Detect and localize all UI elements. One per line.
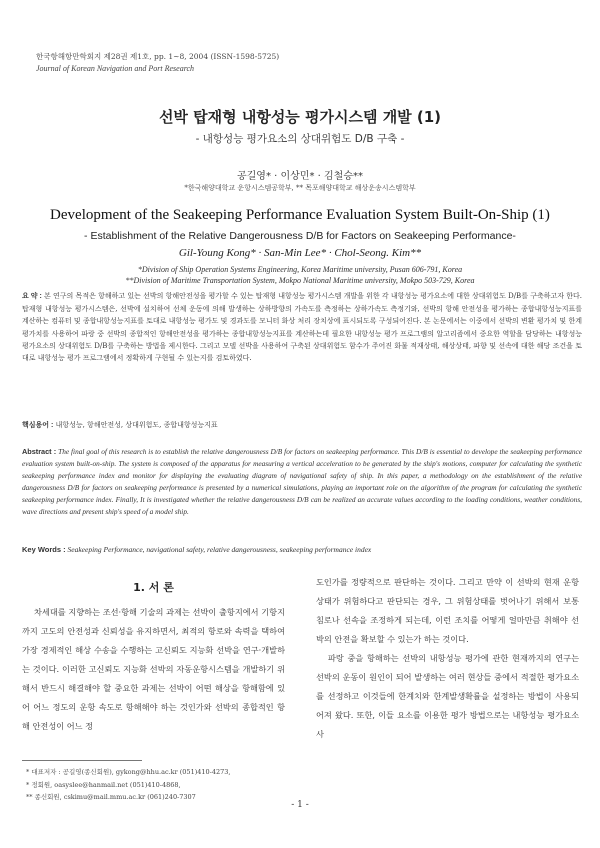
section-1-paragraph-1: 차세대를 지향하는 조선·항해 기술의 과제는 선박이 출항지에서 기항지까지 고도의 안전성과 신뢰성을 유지하면서, 최적의 항로와 속력을 택하여 가장 경제적인 해상 수송을 수행하는 고신뢰도 지능화 선박을 연구·개발하는 것이다. 이러한 고신뢰도 지능화 선박의 자동운항시스템을 개발하기 위해서 반드시 해결해야 할 중요한 과제는 선박이 어떤 해상을 항해함에 있어 어느 정도의 운항 속도로 항해해야 하는 것인가와 선박의 종합적인 항해 안전성이 어느 정 (22, 607, 285, 731)
korean-authors: 공길영* · 이상민* · 김철승** (236, 171, 363, 182)
footnote-2: * 정회원, oasyslee@hanmail.net (051)410-4868, (26, 780, 181, 789)
english-abstract (22, 446, 582, 518)
journal-english-name: Journal of Korean Navigation and Port Research (36, 64, 195, 73)
korean-keywords-text: 내항성능, 항해안전성, 상대위험도, 종합내항성능지표 (55, 421, 218, 429)
section-1-paragraph-2: 파랑 중을 항해하는 선박의 내항성능 평가에 관한 현재까지의 연구는 선박의 운동이 원인이 되어 발생하는 여러 현상들 중에서 적절한 평가요소를 선정하고 이것들에 한계치와 한계발생확률을 설정하는 방법이 사용되어져 왔다. 또한, 이들 요소를 이용한 평가 방법으로는 내항성능 평가요소 사 (316, 653, 579, 739)
korean-abstract-text: 본 연구의 목적은 항해하고 있는 선박의 항해안전성을 평가할 수 있는 탑재형 내항성능 평가시스템 개발을 위한 각 내항성능 평가요소에 대한 상대위험도 D/B를 구축하고자 한다. 탑재형 내항성능 평가시스템은, 선박에 설치하여 선체 운동에 의해 발생하는 상하방향의 가속도를 측정하는 상하가속도 측정기와, 선박의 항해 안전성을 평가하는 종합내항성능지표를 계산하는 컴퓨터 및 종합내항성능지표를 토대로 내항성능 평가도 및 경과도를 모니터 화상 처리 장치상에 표시되도록 구성되어진다. 본 논문에서는 이중에서 선박의 변환 평가치 및 한계 평가치를 사용하여 파랑 중 선박의 종합적인 항해안전성을 평가하는 종합내항성능지표를 계산하는데 필요한 내항성능 평가 프로그램의 알고리즘에서 중요한 역할을 담당하는 내항성능 평가요소의 상대위험도 D/B를 구축하는 방법을 제시한다. 그리고 모델 선박을 사용하여 구축된 상대위험도 함수가 주어진 화물 적재상태, 해상상태, 파향 및 선속에 대한 해당 조건을 토대로 내항성능 평가 프로그램에서 정확하게 구현될 수 있는지를 검토하였다. (22, 292, 582, 363)
english-authors: Gil-Young Kong* · San-Min Lee* · Chol-Seong. Kim** (178, 247, 422, 259)
page-number: - 1 - (291, 800, 309, 810)
english-abstract-label: Abstract : (22, 447, 57, 456)
korean-abstract (22, 290, 582, 364)
section-1-paragraph-1-cont: 도인가를 정량적으로 판단하는 것이다. 그리고 만약 이 선박의 현재 운항 상태가 위험하다고 판단되는 경우, 그 위험상태를 벗어나기 위해서 보통 침로나 선속을 조정하게 되는데, 이런 조치를 어떻게 얼마만큼 취해야 선박의 안전을 확보할 수 있는가 하는 것이다. (316, 577, 579, 644)
english-subtitle: - Establishment of the Relative Dangerousness D/B for Factors on Seakeeping Performance- (84, 230, 516, 242)
korean-abstract-label: 요 약 : (22, 293, 42, 300)
section-1-heading: 1. 서 론 (133, 581, 174, 594)
footnote-3: ** 종신회원, cskimu@mail.mmu.ac.kr (061)240-7307 (26, 793, 196, 801)
body-left-column (22, 573, 285, 736)
korean-affiliation: *한국해양대학교 운항시스템공학부, ** 목포해양대학교 해상운송시스템학부 (184, 184, 416, 192)
english-keywords-text: Seakeeping Performance, navigational safety, relative dangerousness, seakeeping performance index (67, 545, 372, 554)
english-keywords (22, 545, 582, 554)
korean-subtitle: - 내항성능 평가요소의 상대위험도 D/B 구축 - (195, 133, 405, 145)
english-title: Development of the Seakeeping Performance Evaluation System Built-On-Ship (1) (50, 207, 550, 223)
body-right-column (316, 573, 579, 744)
footnote-divider (22, 760, 142, 761)
korean-title: 선박 탑재형 내항성능 평가시스템 개발 (1) (158, 108, 442, 126)
korean-keywords (22, 420, 582, 430)
journal-citation: 한국항해항만학회지 제28권 제1호, pp. 1~8, 2004 (ISSN-1598-5725) (36, 52, 280, 61)
footnotes (26, 766, 230, 804)
english-affiliation-2: **Division of Maritime Transportation System, Mokpo National Maritime university, Mokpo 503-729, Korea (125, 276, 475, 285)
footnote-1: * 대표저자 : 공길영(종신회원), gykong@hhu.ac.kr (051)410-4273, (26, 768, 231, 776)
english-abstract-text: The final goal of this research is to establish the relative dangerousness D/B for factors on seakeeping performance. This D/B is essential to develope the seakeeping performance evaluation system built-on-ship. The system is composed of the apparatus for measuring a vertical acceleration to be generated by the ship's motions, computer for calculating the synthetic seakeeping performance index and monitor for displaying the evaluating diagram of navigational safety of ship. In this paper, a methodology on the establishment of the relative dangerousness D/B for factors on seakeeping performance is presented by a numerical simulations, playing an important role on the algorithm of the program for calculating the synthetic seakeeping performance index. Finally, It is investigated whether the relative dangerousness D/B can be realized an accurate values according to the loading conditions, weather conditions, wave directions and present ship's speed of a model ship. (22, 447, 582, 516)
korean-keywords-label: 핵심용어 : (22, 422, 54, 429)
english-affiliation-1: *Division of Ship Operation Systems Engineering, Korea Maritime university, Pusan 606-791, Korea (137, 265, 463, 274)
english-keywords-label: Key Words : (22, 545, 66, 554)
journal-header (36, 51, 279, 75)
